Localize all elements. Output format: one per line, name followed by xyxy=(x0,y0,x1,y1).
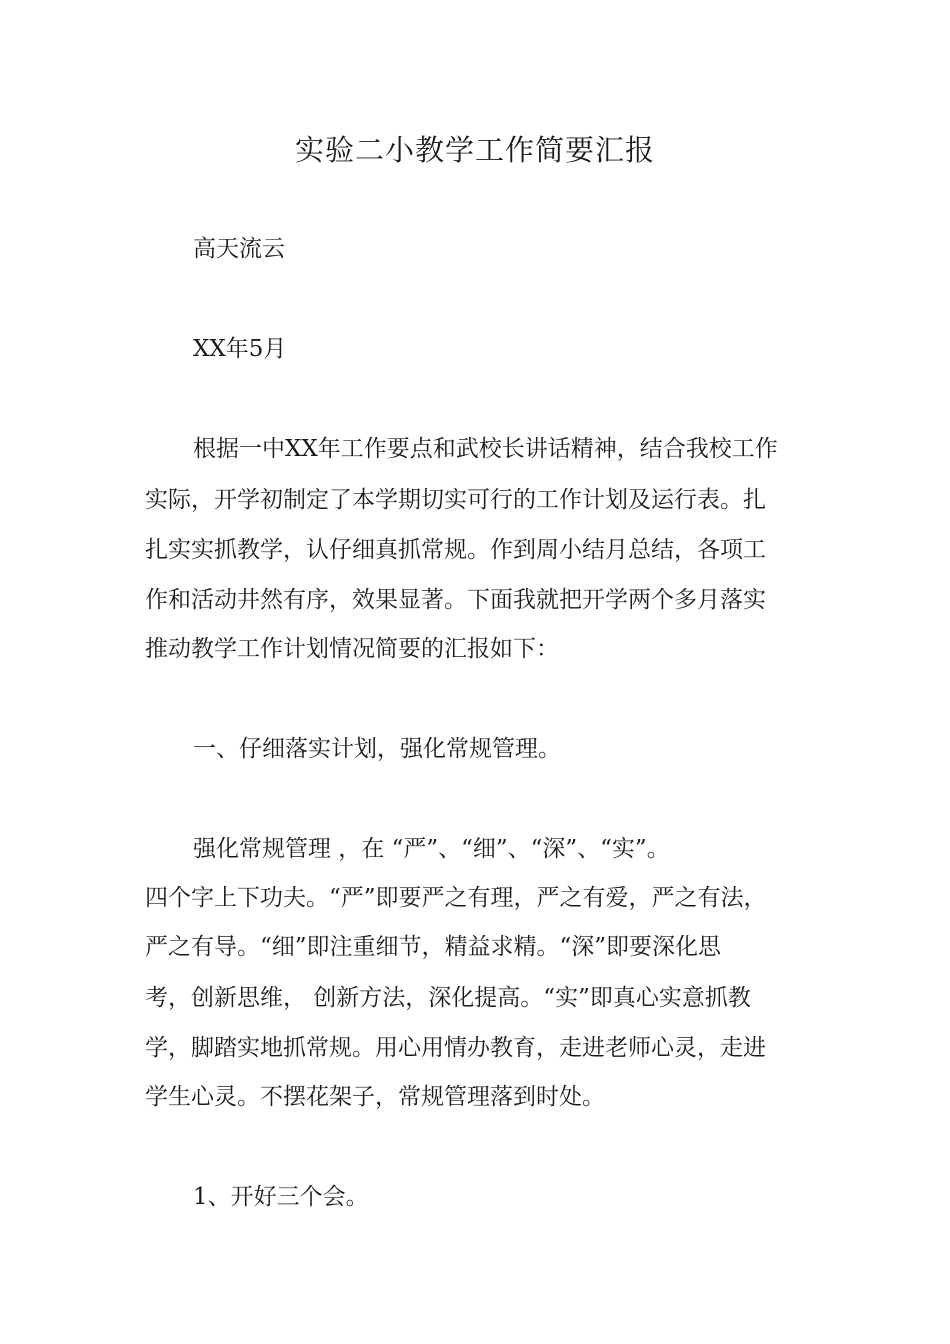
paragraph-line: 作和活动井然有序，效果显著。下面我就把开学两个多月落实 xyxy=(145,587,766,613)
paragraph-line: 学，脚踏实地抓常规。用心用情办教育，走进老师心灵，走进 xyxy=(145,1035,766,1061)
paragraph-line: 推动教学工作计划情况简要的汇报如下： xyxy=(145,636,559,662)
paragraph-line: 严之有导。“细”即注重细节，精益求精。“深”即要深化思 xyxy=(145,934,722,960)
section-heading: 一、仔细落实计划，强化常规管理。 xyxy=(193,736,561,762)
paragraph-line: 扎实实抓教学，认仔细真抓常规。作到周小结月总结，各项工 xyxy=(145,537,766,563)
paragraph-line: 强化常规管理 ，在 “严”、“细”、“深”、“实”。 xyxy=(193,836,670,862)
subsection-heading: 1、开好三个会。 xyxy=(193,1184,369,1210)
paragraph-line: 根据一中XX年工作要点和武校长讲话精神，结合我校工作 xyxy=(193,436,778,462)
document-title: 实验二小教学工作简要汇报 xyxy=(294,133,655,167)
paragraph-line: 实际，开学初制定了本学期切实可行的工作计划及运行表。扎 xyxy=(145,487,766,513)
paragraph-line: 四个字上下功夫。“严”即要严之有理，严之有爱，严之有法， xyxy=(145,885,767,911)
paragraph-line: 学生心灵。不摆花架子，常规管理落到时处。 xyxy=(145,1084,605,1110)
author-line: 高天流云 xyxy=(193,236,285,262)
paragraph-line: 考，创新思维， 创新方法，深化提高。“实”即真心实意抓教 xyxy=(145,985,751,1011)
date-line: XX年5月 xyxy=(193,336,287,362)
